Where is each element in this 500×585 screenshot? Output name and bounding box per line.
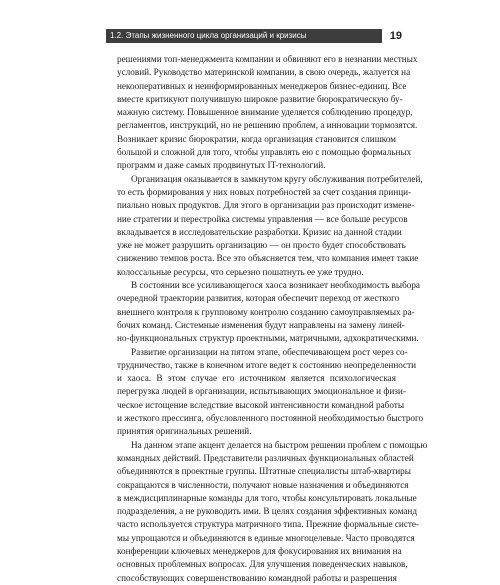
text-line: бочих команд. Системные изменения будут направлены на замену линей- bbox=[117, 319, 405, 330]
text-line: внешнего контроля к групповому контролю созданию самоуправляемых ра- bbox=[117, 306, 415, 317]
text-line: часто используется структура матричного типа. Прежние формальные систе- bbox=[117, 519, 420, 530]
text-line: вкладывается в исследовательские разработки. Кризис на данной стадии bbox=[117, 226, 402, 237]
text-line: регламентов, инструкций, но не решению проблем, а инновации тормозятся. bbox=[117, 120, 418, 131]
paragraph bbox=[117, 53, 418, 173]
text-line: Организация оказывается в замкнутом кругу обслуживания потребителей, bbox=[131, 173, 423, 184]
text-line: то есть формирования у них новых потребностей за счет создания принци- bbox=[117, 186, 412, 197]
text-line: Развитие организации на пятом этапе, обеспечивающем рост через со- bbox=[131, 346, 408, 357]
text-line: мажную систему. Повышенное внимание уделяется соблюдению процедур, bbox=[117, 107, 413, 118]
text-line: мы упрощаются и объединяются в единые многоцелевые. Часто проводятся bbox=[117, 532, 415, 543]
text-line: На данном этапе акцент делается на быстром решении проблем с помощью bbox=[131, 439, 428, 450]
text-line: трудничество, также в конечном итоге ведет к состоянию неопределенности bbox=[117, 359, 417, 370]
text-line: колоссальные ресурсы, что серьезно пошатнуть ее уже трудно. bbox=[117, 266, 364, 277]
text-line: в междисциплинарные команды для того, чтобы консультировать локальные bbox=[117, 492, 417, 503]
body-text bbox=[117, 53, 428, 583]
paragraph bbox=[117, 279, 421, 345]
text-line: сокращаются в численности, получают новые назначения и объединяются bbox=[117, 479, 409, 490]
text-line: снижению темпов роста. Все это объясняется тем, что компания имеет такие bbox=[117, 253, 419, 264]
text-line: большой и сложной для того, чтобы управлять ею с помощью формальных bbox=[117, 147, 412, 158]
text-line: пиально новых продуктов. Для этого в организации раз происходит измене- bbox=[117, 200, 415, 211]
text-line: ческое истощение вследствие высокой интенсивности командной работы bbox=[117, 399, 404, 410]
text-line: уже не может разрушить организацию — он просто будет способствовать bbox=[117, 240, 406, 251]
text-line: решениями топ-менеджмента компании и обвиняют его в незнании местных bbox=[117, 54, 418, 64]
text-line: конференции ключевых менеджеров для фокусирования их внимания на bbox=[117, 545, 402, 556]
text-line: и хаоса. В этом случае его источником является психологическая bbox=[117, 373, 396, 384]
text-line: некооперативных и неинформированных менеджеров бизнес-единиц. Все bbox=[117, 80, 407, 91]
running-header: 1.2. Этапы жизненного цикла организаций и кризисы bbox=[106, 29, 382, 43]
text-line: но-функциональных структур проектными, матричными, адхократическими. bbox=[117, 333, 419, 344]
text-line: условий. Руководство материнской компании, в свою очередь, жалуется на bbox=[117, 67, 411, 78]
paragraph bbox=[117, 173, 423, 279]
page-number: 19 bbox=[389, 30, 402, 42]
text-line: Возникает кризис бюрократии, когда организация становится слишком bbox=[117, 133, 396, 144]
paragraph bbox=[117, 346, 424, 439]
text-line: очередной траектории развития, которая обеспечит переход от жесткого bbox=[117, 293, 400, 304]
text-line: командных действий. Представители различных функциональных областей bbox=[117, 452, 414, 463]
text-line: перегрузка людей в организации, испытывающих эмоциональное и физи- bbox=[117, 386, 406, 397]
text-line: объединяются в проектные группы. Штатные специалисты штаб-квартиры bbox=[117, 466, 411, 477]
text-line: В состоянии все усиливающегося хаоса возникает необходимость выбора bbox=[131, 280, 421, 291]
paragraph bbox=[117, 439, 428, 585]
text-line: вместе критикуют получившую широкое развитие бюрократическую бу- bbox=[117, 93, 403, 104]
text-line: способствующих совершенствованию командной работы и разрешения bbox=[117, 572, 397, 583]
text-line: программ и даже самых продвинутых IT-технологий. bbox=[117, 160, 326, 171]
text-line: ние стратегии и перестройка системы управления — все больше ресурсов bbox=[117, 213, 408, 224]
text-line: и жесткого прессинга, обусловленного постоянной необходимостью быстрого bbox=[117, 413, 424, 424]
text-line: подразделения, а не руководить ими. В целях создания эффективных команд bbox=[117, 506, 417, 517]
text-line: принятия оригинальных решений. bbox=[117, 426, 252, 437]
text-line: основных проблемных вопросах. Для улучшения поведенческих навыков, bbox=[117, 559, 408, 570]
